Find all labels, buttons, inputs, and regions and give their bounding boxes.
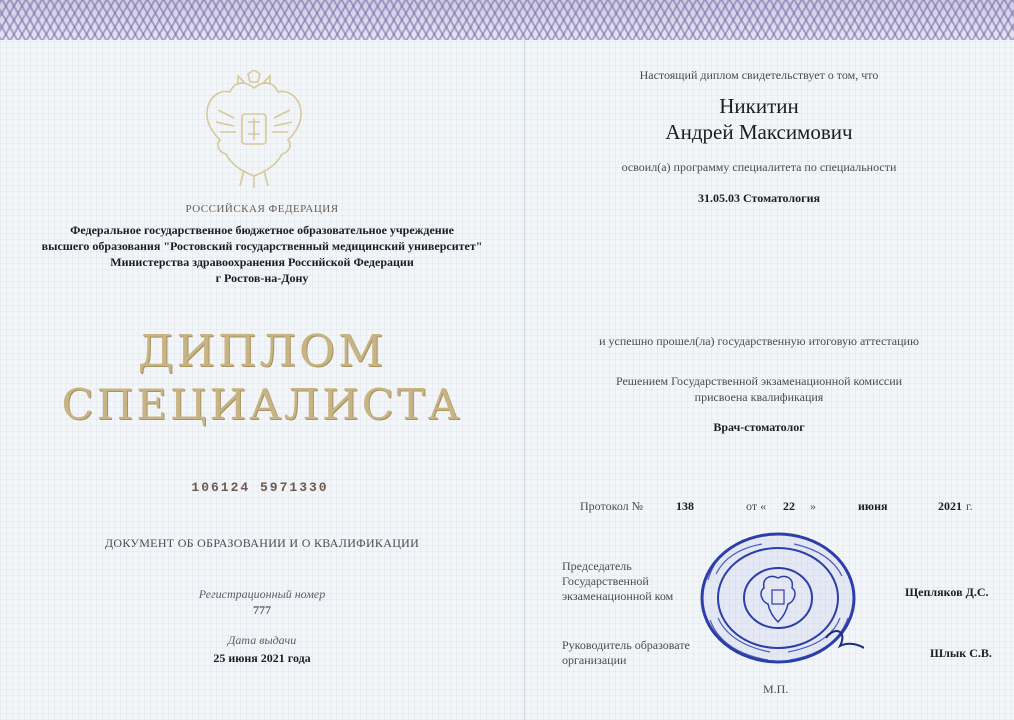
head-title-line-1: Руководитель образовате <box>562 638 690 652</box>
decision-line-2: присвоена квалификация <box>694 390 824 404</box>
official-seal-stamp <box>698 530 864 670</box>
chair-title-line-1: Председатель <box>562 559 632 573</box>
issue-date: 25 июня 2021 года <box>213 651 311 665</box>
protocol-number: 138 <box>676 499 694 513</box>
document-type: ДОКУМЕНТ ОБ ОБРАЗОВАНИИ И О КВАЛИФИКАЦИИ <box>104 536 420 550</box>
decision-line-1: Решением Государственной экзаменационной комиссии <box>615 374 903 388</box>
graduate-surname: Никитин <box>719 94 799 118</box>
graduate-given-names: Андрей Максимович <box>665 120 853 144</box>
protocol-label: Протокол № <box>580 499 644 513</box>
protocol-from-label: от « <box>746 499 767 513</box>
protocol-year-suffix: г. <box>966 499 973 513</box>
institution-city: г Ростов-на-Дону <box>215 271 309 285</box>
protocol-day-close: » <box>810 499 816 513</box>
institution-line-1: Федеральное государственное бюджетное образовательное учреждение <box>70 223 454 237</box>
chair-title-line-2: Государственной <box>562 574 649 588</box>
registration-number-label: Регистрационный номер <box>198 587 326 601</box>
chair-name: Щепляков Д.С. <box>905 585 989 599</box>
protocol-year: 2021 <box>938 499 962 513</box>
chair-title-line-3: экзаменационной ком <box>562 589 674 603</box>
registration-number: 777 <box>253 603 271 617</box>
coat-of-arms-emblem <box>198 70 310 190</box>
diploma-serial-number: 106124 5971330 <box>191 480 329 495</box>
country-name: РОССИЙСКАЯ ФЕДЕРАЦИЯ <box>185 203 339 215</box>
protocol-day: 22 <box>783 499 795 513</box>
diploma-title-line-2: СПЕЦИАЛИСТА <box>61 380 463 429</box>
head-title-line-2: организации <box>562 653 627 667</box>
program-text: освоил(а) программу специалитета по специальности <box>621 160 897 174</box>
attestation-text: и успешно прошел(ла) государственную итоговую аттестацию <box>599 334 919 348</box>
specialty: 31.05.03 Стоматология <box>698 191 820 205</box>
decorative-top-border <box>0 0 1014 41</box>
institution-line-2: высшего образования "Ростовский государственный медицинский университет" <box>41 239 483 253</box>
issue-date-label: Дата выдачи <box>227 633 297 647</box>
seal-mark-label: М.П. <box>763 682 789 696</box>
institution-line-3: Министерства здравоохранения Российской Федерации <box>110 255 414 269</box>
protocol-month: июня <box>858 499 888 513</box>
diploma-title-line-1: ДИПЛОМ <box>137 326 387 377</box>
head-name: Шлык С.В. <box>930 646 992 660</box>
qualification: Врач-стоматолог <box>713 420 805 434</box>
intro-text: Настоящий диплом свидетельствует о том, что <box>639 68 879 82</box>
